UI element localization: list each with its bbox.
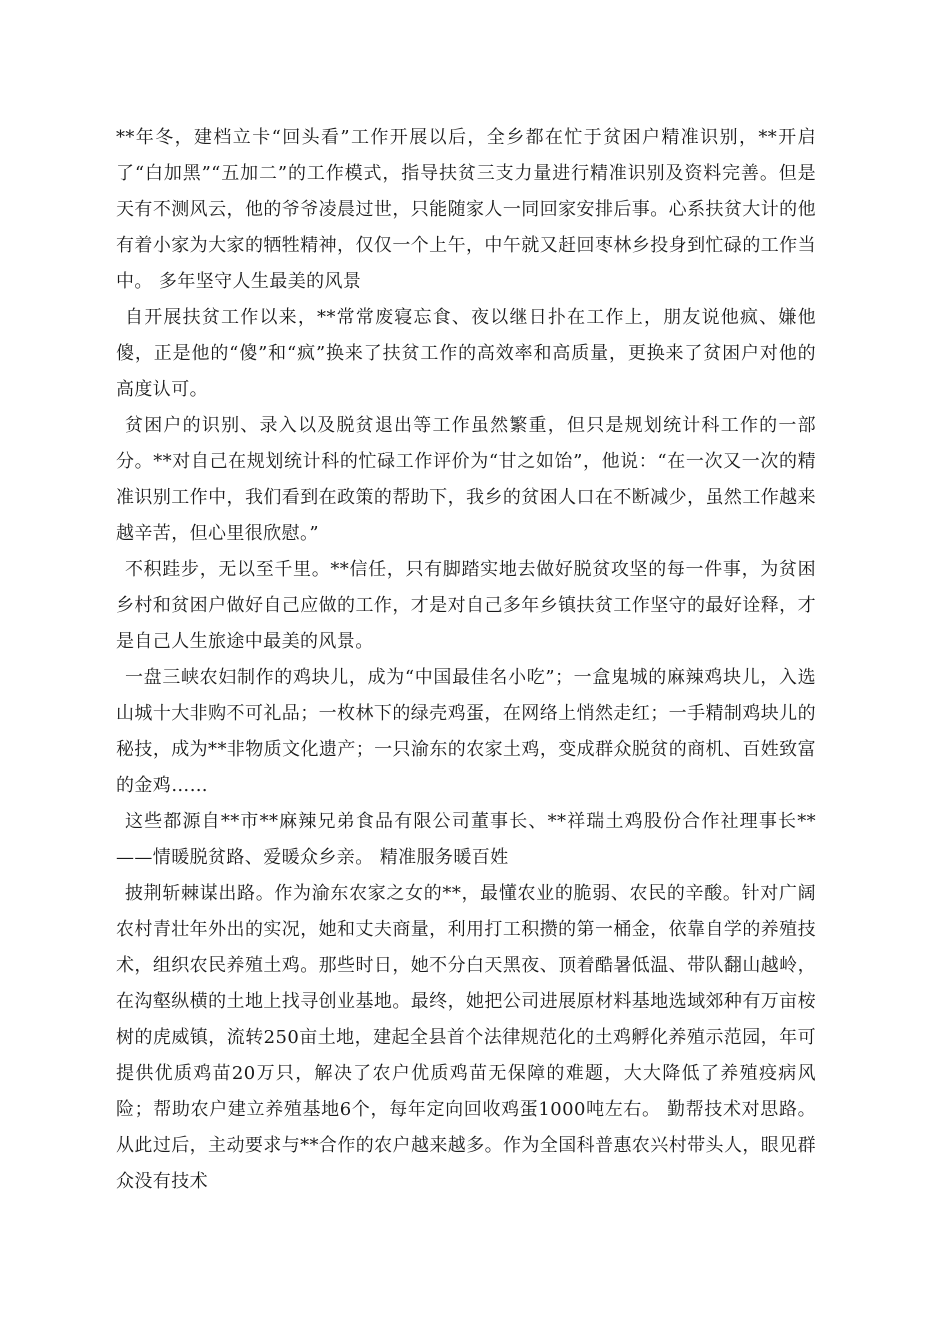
- paragraph-3: 贫困户的识别、录入以及脱贫退出等工作虽然繁重，但只是规划统计科工作的一部分。**对自己在规划统计科的忙碌工作评价为“甘之如饴”，他说：“在一次又一次的精准识别工作中，我们看到在政策的帮助下，我乡的贫困人口在不断减少，虽然工作越来越辛苦，但心里很欣慰。”: [116, 415, 816, 544]
- paragraph-7: 披荆斩棘谋出路。作为渝东农家之女的**，最懂农业的脆弱、农民的辛酸。针对广阔农村青壮年外出的实况，她和丈夫商量，利用打工积攒的第一桶金，依靠自学的养殖技术，组织农民养殖土鸡。那些时日，她不分白天黑夜、顶着酷暑低温、带队翻山越岭，在沟壑纵横的土地上找寻创业基地。最终，她把公司进展原材料基地选域郊种有万亩桉树的虎威镇，流转250亩土地，建起全县首个法律规范化的土鸡孵化养殖示范园，年可提供优质鸡苗20万只，解决了农户优质鸡苗无保障的难题，大大降低了养殖疫病风险；帮助农户建立养殖基地6个，每年定向回收鸡蛋1000吨左右。 勤帮技术对思路。从此过后，主动要求与**合作的农户越来越多。作为全国科普惠农兴村带头人，眼见群众没有技术: [116, 883, 816, 1192]
- paragraph-2: 自开展扶贫工作以来，**常常废寝忘食、夜以继日扑在工作上，朋友说他疯、嫌他傻，正是他的“傻”和“疯”换来了扶贫工作的高效率和高质量，更换来了贫困户对他的高度认可。: [116, 307, 816, 400]
- document-body: [116, 120, 816, 1200]
- paragraph-5: 一盘三峡农妇制作的鸡块儿，成为“中国最佳名小吃”；一盒鬼城的麻辣鸡块儿，入选山城十大非购不可礼品；一枚林下的绿壳鸡蛋，在网络上悄然走红；一手精制鸡块儿的秘技，成为**非物质文化遗产；一只渝东的农家土鸡，变成群众脱贫的商机、百姓致富的金鸡……: [116, 667, 816, 796]
- paragraph-6: 这些都源自**市**麻辣兄弟食品有限公司董事长、**祥瑞土鸡股份合作社理事长**——情暖脱贫路、爱暖众乡亲。 精准服务暖百姓: [116, 811, 816, 868]
- paragraph-1: **年冬，建档立卡“回头看”工作开展以后，全乡都在忙于贫困户精准识别，**开启了“白加黑”“五加二”的工作模式，指导扶贫三支力量进行精准识别及资料完善。但是天有不测风云，他的爷爷凌晨过世，只能随家人一同回家安排后事。心系扶贫大计的他有着小家为大家的牺牲精神，仅仅一个上午，中午就又赶回枣林乡投身到忙碌的工作当中。 多年坚守人生最美的风景: [116, 127, 816, 292]
- paragraph-4: 不积跬步，无以至千里。**信任，只有脚踏实地去做好脱贫攻坚的每一件事，为贫困乡村和贫困户做好自己应做的工作，才是对自己多年乡镇扶贫工作坚守的最好诠释，才是自己人生旅途中最美的风景。: [116, 559, 816, 652]
